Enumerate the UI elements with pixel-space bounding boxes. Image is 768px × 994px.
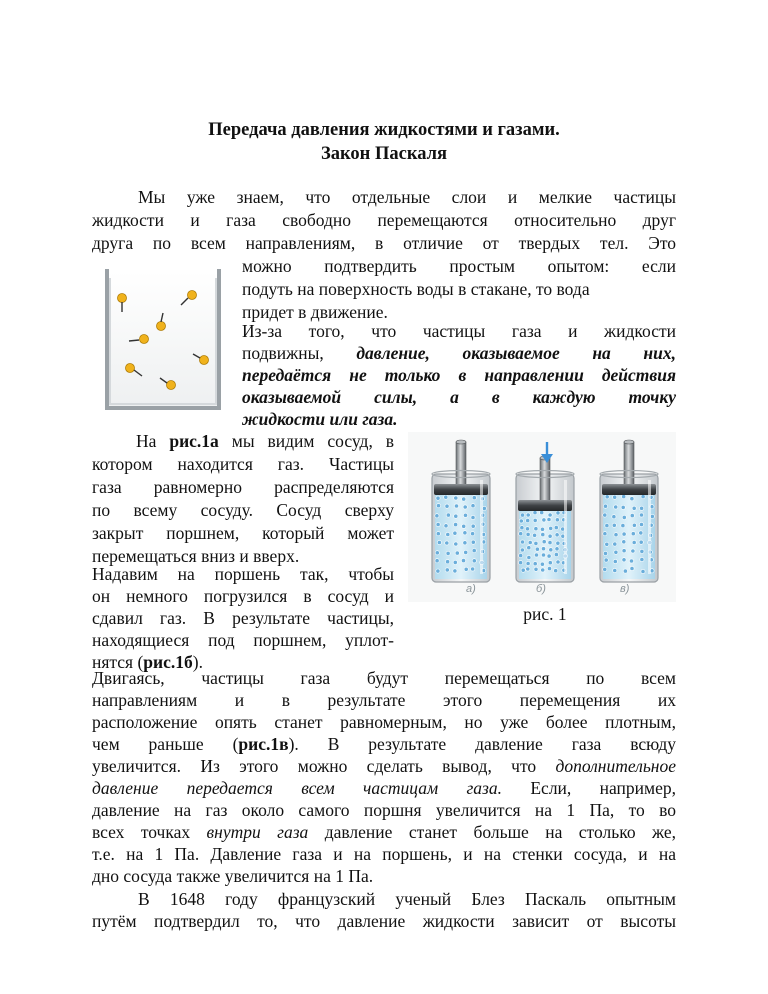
emphasis-line: передаётся не только в направлении действия: [242, 365, 676, 385]
emphasis-line: оказываемой силы, а в каждую точку: [242, 387, 676, 407]
text-line: В 1648 году французский ученый Блез Паскаль опытным: [138, 889, 676, 909]
text-span: мы видим сосуд, в: [218, 431, 395, 451]
text-span: ).: [192, 652, 203, 672]
text-line: газа равномерно распределяются: [92, 477, 394, 497]
piston-rod-cap: [456, 440, 466, 444]
emphasis-line: жидкости или газа.: [242, 409, 398, 429]
italic-text: давление передается всем частицам газа.: [92, 778, 503, 798]
glass-molecules-illustration: [104, 264, 224, 414]
figure-ref: рис.1б: [143, 652, 193, 672]
glass-highlight: [648, 480, 651, 574]
glass-interior: [109, 271, 217, 407]
text-line: [92, 733, 676, 755]
text-span: ). В результате давление газа всюду: [288, 734, 676, 754]
figure-label-b: б): [536, 583, 546, 595]
figure-ref: рис.1в: [238, 734, 289, 754]
figure-label-c: в): [620, 583, 630, 595]
text-line: путём подтвердил то, что давление жидкости зависит от высоты: [92, 911, 676, 931]
gas-region: [603, 494, 655, 579]
text-line: котором находится газ. Частицы: [92, 454, 394, 474]
text-line: придет в движение.: [242, 302, 388, 322]
text-line: давление на газ около самого поршня увеличится на 1 Па, то во: [92, 800, 676, 820]
piston-head: [518, 500, 572, 511]
text-line: по всему сосуду. Сосуд сверху: [92, 500, 394, 520]
piston-rod-cap: [624, 440, 634, 444]
piston-rod: [456, 442, 466, 486]
text-line: расположение опять станет равномерным, но уже более плотным,: [92, 712, 676, 732]
text-line: жидкости и газа свободно перемещаются относительно друг: [92, 210, 676, 230]
text-line: друга по всем направлениям, в отличие от твердых тел. Это: [92, 233, 676, 253]
piston-head: [434, 484, 488, 495]
glass-highlight: [564, 480, 567, 574]
italic-text: внутри газа: [206, 822, 309, 842]
text-line: перемещаться вниз и вверх.: [92, 546, 300, 566]
text-span: Если, например,: [502, 778, 677, 798]
text-line: [136, 430, 394, 452]
figure-piston-cylinders: [408, 432, 676, 602]
text-span: На: [136, 431, 170, 451]
text-line: [92, 777, 676, 799]
text-line: можно подтвердить простым опытом: если: [242, 256, 676, 276]
text-line: [242, 342, 676, 364]
text-line: находящиеся под поршнем, уплот-: [92, 630, 394, 650]
text-span: увеличится. Из этого можно сделать вывод, что: [92, 756, 556, 776]
text-line: направлениям и в результате этого перемещения их: [92, 690, 676, 710]
gas-region: [435, 494, 487, 579]
text-span: подвижны,: [242, 343, 324, 363]
text-span: всех точках: [92, 822, 207, 842]
italic-text: дополнительное: [555, 756, 676, 776]
text-line: подуть на поверхность воды в стакане, то вода: [242, 279, 590, 299]
text-line: дно сосуда также увеличится на 1 Па.: [92, 866, 374, 886]
figure-label-a: а): [466, 583, 476, 595]
text-line: [92, 755, 676, 777]
text-line: Из-за того, что частицы газа и жидкости: [242, 321, 676, 341]
page-title: Передача давления жидкостями и газами.: [208, 120, 560, 140]
text-line: сдавил газ. В результате частицы,: [92, 608, 394, 628]
text-span: чем раньше (: [92, 734, 239, 754]
figure-caption: рис. 1: [523, 604, 567, 624]
figure-ref: рис.1а: [169, 431, 219, 451]
text-line: т.е. на 1 Па. Давление газа и на поршень, и на стенки сосуда, и на: [92, 844, 676, 864]
piston-rod: [624, 442, 634, 486]
text-line: Двигаясь, частицы газа будут перемещаться по всем: [92, 668, 676, 688]
piston-head: [602, 484, 656, 495]
piston-rod: [540, 458, 550, 502]
text-span: нятся (: [92, 652, 144, 672]
text-span: давление станет больше на столько же,: [308, 822, 676, 842]
text-line: Мы уже знаем, что отдельные слои и мелкие частицы: [138, 187, 676, 207]
text-line: он немного погрузился в сосуд и: [92, 586, 394, 606]
glass-highlight: [480, 480, 483, 574]
emphasis-text: давление, оказываемое на них,: [356, 343, 676, 363]
text-line: Надавим на поршень так, чтобы: [92, 564, 394, 584]
text-line: закрыт поршнем, который может: [92, 523, 394, 543]
text-line: [92, 821, 676, 843]
page-subtitle: Закон Паскаля: [321, 144, 447, 164]
